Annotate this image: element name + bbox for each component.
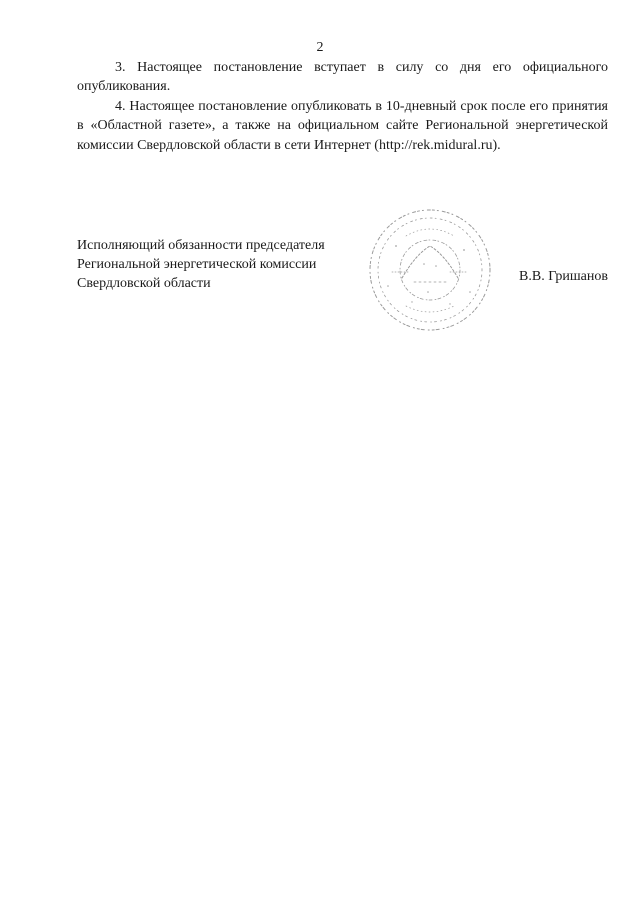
signatory-position <box>77 236 325 293</box>
signatory-position-line: Свердловской области <box>77 276 211 291</box>
paragraph-effective-date: 3. Настоящее постановление вступает в силу со дня его официального опубликования. <box>77 60 608 95</box>
signatory-position-line: Исполняющий обязанности председателя <box>77 238 325 253</box>
signatory-position-line: Региональной энергетической комиссии <box>77 257 317 272</box>
signatory-name: В.В. Гришанов <box>519 269 608 284</box>
page-number: 2 <box>316 40 324 55</box>
paragraph-publication: 4. Настоящее постановление опубликовать в 10-дневный срок после его принятия в «Областной газете», а также на официальном сайте Региональной энергетической комиссии Свердловской области в сети Интернет (http://rek.midural.ru). <box>77 98 608 153</box>
resolution-body <box>77 58 608 155</box>
official-seal-icon <box>366 206 494 334</box>
